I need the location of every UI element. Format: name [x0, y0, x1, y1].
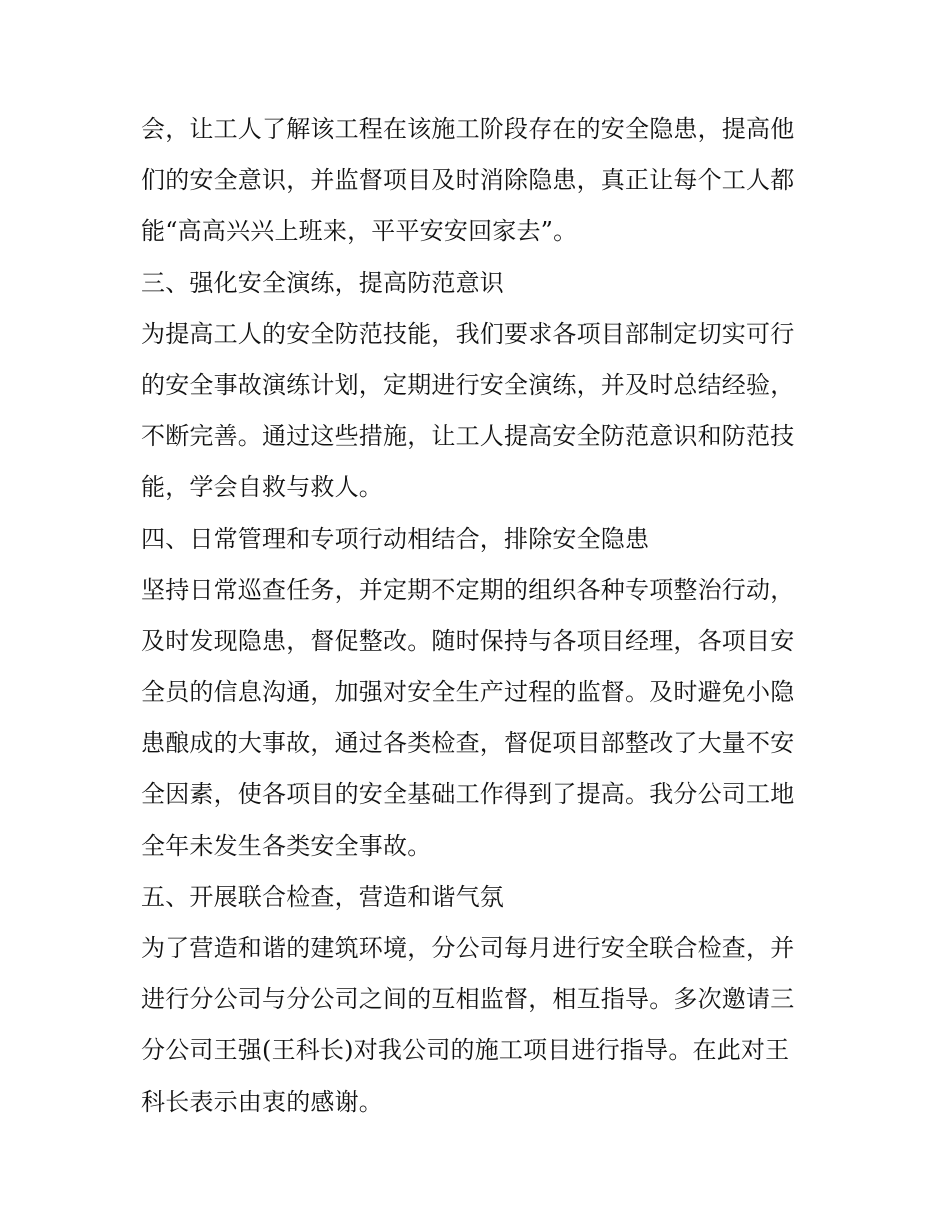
text-line-11: 及时发现隐患，督促整改。随时保持与各项目经理，各项目安	[141, 626, 795, 655]
text-line-6: 的安全事故演练计划，定期进行安全演练，并及时总结经验，	[141, 370, 795, 399]
text-line-1: 会，让工人了解该工程在该施工阶段存在的安全隐患，提高他	[141, 115, 795, 143]
text-line-3: 能“高高兴兴上班来，平平安安回家去”。	[141, 217, 578, 246]
section-heading-5: 五、开展联合检查，营造和谐气氛	[141, 882, 504, 911]
text-line-18: 进行分公司与分公司之间的互相监督，相互指导。多次邀请三	[141, 985, 795, 1014]
section-heading-4: 四、日常管理和专项行动相结合，排除安全隐患	[141, 524, 650, 553]
text-line-12: 全员的信息沟通，加强对安全生产过程的监督。及时避免小隐	[141, 678, 795, 707]
section-heading-3: 三、强化安全演练，提高防范意识	[141, 268, 504, 297]
text-line-19: 分公司王强(王科长)对我公司的施工项目进行指导。在此对王	[141, 1036, 790, 1065]
text-line-15: 全年未发生各类安全事故。	[141, 831, 432, 860]
text-line-14: 全因素，使各项目的安全基础工作得到了提高。我分公司工地	[141, 780, 795, 809]
text-line-20: 科长表示由衷的感谢。	[141, 1087, 383, 1116]
text-line-8: 能，学会自救与救人。	[141, 473, 383, 502]
text-line-17: 为了营造和谐的建筑环境，分公司每月进行安全联合检查，并	[141, 934, 795, 962]
text-line-2: 们的安全意识，并监督项目及时消除隐患，真正让每个工人都	[141, 166, 795, 195]
text-line-5: 为提高工人的安全防范技能，我们要求各项目部制定切实可行	[141, 319, 795, 348]
document-body	[141, 104, 821, 1128]
text-line-10: 坚持日常巡查任务，并定期不定期的组织各种专项整治行动，	[141, 575, 795, 604]
text-line-13: 患酿成的大事故，通过各类检查，督促项目部整改了大量不安	[141, 729, 795, 758]
text-line-7: 不断完善。通过这些措施，让工人提高安全防范意识和防范技	[141, 422, 795, 451]
